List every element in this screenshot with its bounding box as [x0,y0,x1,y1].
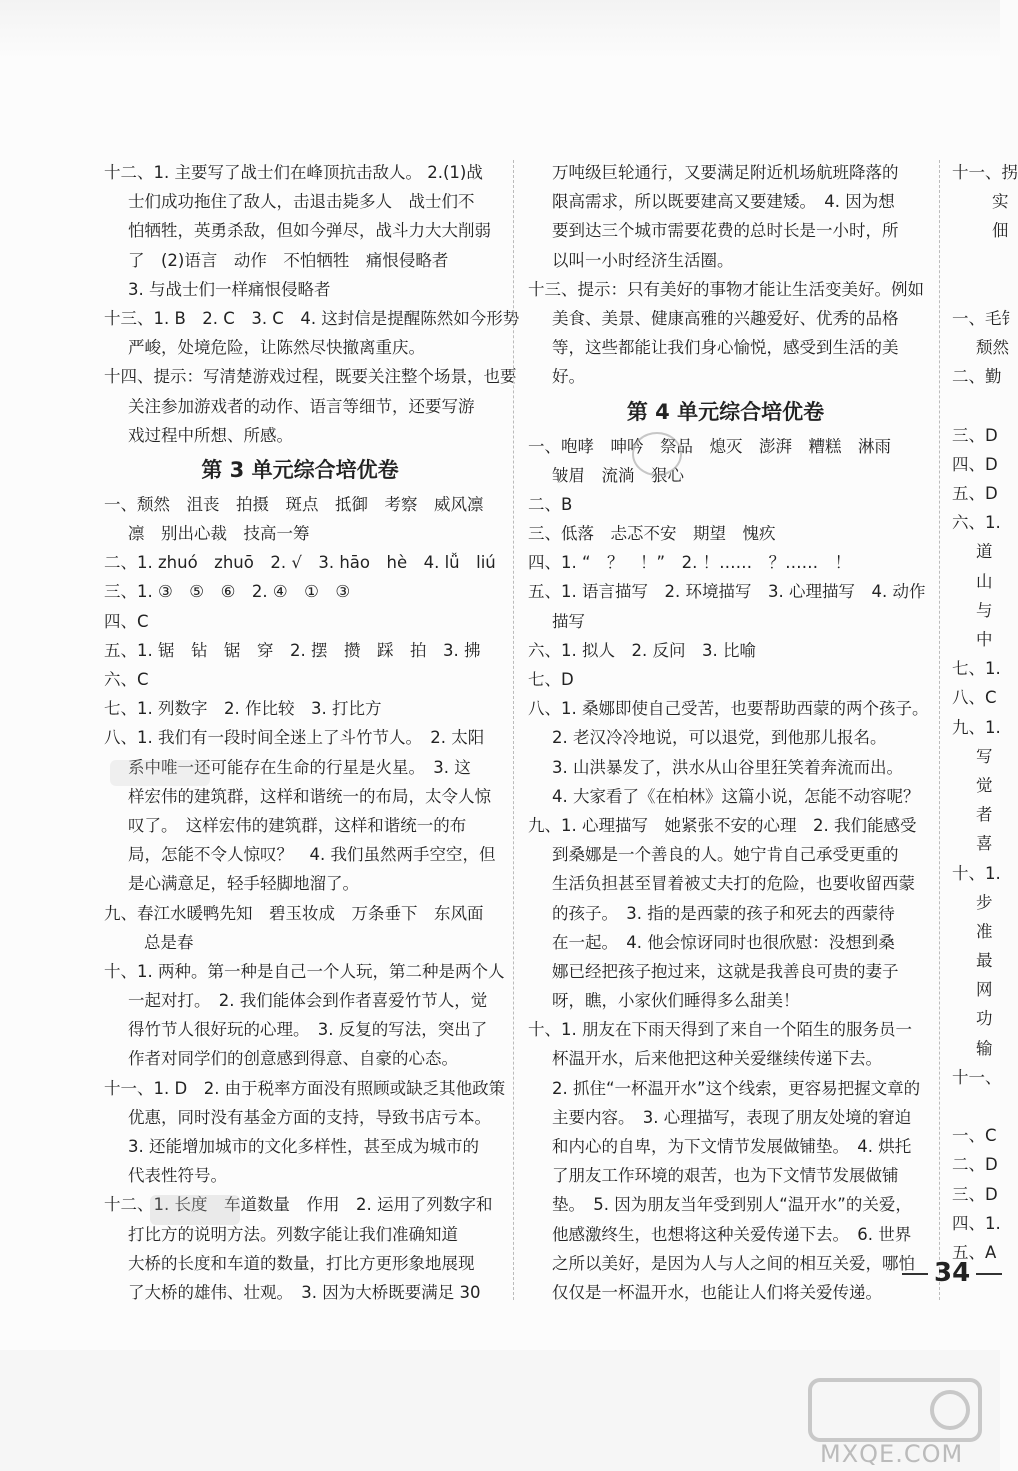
answer-line: 限高需求，所以既要建高又要建矮。 4. 因为想 [552,192,895,212]
answer-line: 二、1. zhuó zhuō 2. √ 3. hāo hè 4. lǚ liú [104,553,496,573]
answer-line: 六、C [104,670,149,689]
answer-line: 主要内容。 3. 心理描写，表现了朋友处境的窘迫 [552,1107,912,1127]
answer-line: 和内心的自卑，为下文情节发展做铺垫。 4. 烘托 [552,1137,912,1156]
answer-line: 等，这些都能让我们身心愉悦，感受到生活的美 [552,338,899,358]
answer-line: 十四、提示：写清楚游戏过程，既要关注整个场景，也要 [104,367,517,387]
answer-line: 严峻，处境危险，让陈然尽快撤离重庆。 [128,338,425,358]
answer-line: 者 [976,805,993,825]
answer-line: 十、1. 朋友在下雨天得到了来自一个陌生的服务员一 [528,1020,912,1040]
answer-line: 十一、拐 [952,163,1018,182]
answer-line: 二、勤 [952,367,1002,387]
answer-line: 打比方的说明方法。列数字能让我们准确知道 [128,1224,458,1244]
answer-line: 输 [976,1038,993,1058]
answer-line: 三、1. ③ ⑤ ⑥ 2. ④ ① ③ [104,582,351,602]
answer-line: 杯温开水，后来他把这种关爱继续传递下去。 [552,1049,882,1069]
answer-line: 优惠，同时没有基金方面的支持，导致书店亏本。 [128,1107,491,1127]
answer-line: 三、低落 忐忑不安 期望 愧疚 [528,524,776,544]
answer-line: 九、1. 心理描写 她紧张不安的心理 2. 我们能感受 [528,815,917,835]
answer-line: 八、1. 我们有一段时间全迷上了斗竹节人。 2. 太阳 [104,728,485,748]
answer-line: 与 [976,600,993,620]
answer-line [952,275,1012,304]
answer-line: 士们成功拖住了敌人，击退击毙多人 战士们不 [128,192,475,212]
answer-line: 以叫一小时经济生活圈。 [552,250,734,270]
answer-line: 美食、美景、健康高雅的兴趣爱好、优秀的品格 [552,308,899,328]
answer-line: 六、1. 拟人 2. 反问 3. 比喻 [528,640,756,660]
answer-line: 写 [976,746,993,766]
answer-line: 作者对同学们的创意感到得意、自豪的心态。 [128,1049,458,1069]
answer-line: 四、1. “ ？ ！” 2. ！…… ？…… ！ [528,553,852,573]
answer-line: 十三、1. B 2. C 3. C 4. 这封信是提醒陈然如今形势 [104,308,520,328]
answer-line: 五、D [952,484,998,504]
answer-line: 3. 与战士们一样痛恨侵略者 [128,279,331,299]
answer-line: 总是春 [144,932,194,952]
answer-line: 九、1. [952,717,1001,737]
answer-line [952,392,1012,421]
answer-column-right-cropped [952,158,1018,1267]
answer-line: 颓然 [976,338,1009,358]
answer-line: 2. 老汉冷冷地说，可以退党，到他那儿报名。 [552,728,887,748]
answer-line: 山 [976,571,993,591]
answer-line: 十一、1. D 2. 由于税率方面没有照顾或缺乏其他政策 [104,1078,506,1098]
answer-line: 五、1. 锯 钻 锯 穿 2. 摆 攒 踩 拍 3. 拂 [104,640,481,660]
answer-line: 中 [976,630,993,649]
answer-line: 系中唯一还可能存在生命的行星是火星。 3. 这 [128,757,471,777]
answer-line: 是心满意足，轻手轻脚地溜了。 [128,874,359,894]
page-number-dash-left [902,1273,928,1275]
answer-line: 得竹节人很好玩的心理。 3. 反复的写法，突出了 [128,1020,488,1040]
page-top-shadow [0,0,1000,60]
answer-line: 样宏伟的建筑群，这样和谐统一的布局，太令人惊 [128,786,491,806]
answer-line: 佃 [992,221,1009,241]
answer-line: 怕牺牲，英勇杀敌，但如今弹尽，战斗力大大削弱 [128,221,491,241]
answer-line: 一、C [952,1126,997,1146]
answer-line: 四、D [952,454,998,474]
answer-line: 一、毛钅 [952,308,1018,328]
answer-line: 娜已经把孩子抱过来，这就是我善良可贵的妻子 [552,961,899,981]
answer-line [952,246,1012,275]
answer-line: 3. 还能增加城市的文化多样性，甚至成为城市的 [128,1137,479,1156]
answer-line: 了大桥的雄伟、壮观。 3. 因为大桥既要满足 30 [128,1282,481,1302]
section-heading: 第 4 单元综合培优卷 [626,399,825,424]
answer-line: 六、1. [952,513,1001,533]
answer-line: 一起对打。 2. 我们能体会到作者喜爱竹节人，觉 [128,991,488,1011]
answer-line: 他感激终生，也想将这种关爱传递下去。 6. 世界 [552,1224,912,1244]
answer-line [952,1092,1012,1121]
answer-line: 2. 抓住“一杯温开水”这个线索，更容易把握文章的 [552,1078,921,1098]
page-number [896,1258,1008,1288]
answer-line: 十、1. [952,863,1001,883]
answer-line: 了 (2)语言 动作 不怕牺牲 痛恨侵略者 [128,250,449,270]
answer-line: 最 [976,951,993,971]
answer-line: 七、1. [952,659,1001,679]
answer-line: 3. 山洪暴发了，洪水从山谷里狂笑着奔流而出。 [552,757,903,777]
answer-line: 四、C [104,611,149,631]
answer-line: 4. 大家看了《在柏林》这篇小说，怎能不动容呢？ [552,786,920,806]
faded-smudge [150,1195,240,1225]
page-number-dash-right [976,1273,1002,1275]
answer-line: 关注参加游戏者的动作、语言等细节，还要写游 [128,396,475,416]
answer-line: 道 [976,542,993,562]
answer-line: 之所以美好，是因为人与人之间的相互关爱，哪怕 [552,1253,915,1273]
answer-line: 皱眉 流淌 狠心 [552,465,684,485]
answer-line: 一、咆哮 呻吟 祭品 熄灭 澎湃 糟糕 淋雨 [528,436,891,456]
answer-line: 叹了。 这样宏伟的建筑群，这样和谐统一的布 [128,815,467,835]
answer-line: 十一、 [952,1067,1002,1087]
answer-line: 好。 [552,367,585,387]
answer-line: 到桑娜是一个善良的人。她宁肯自己承受更重的 [552,845,899,865]
answer-line: 的孩子。 3. 指的是西蒙的孩子和死去的西蒙待 [552,903,895,923]
answer-line: 在一起。 4. 他会惊讶同时也很欣慰：没想到桑 [552,932,895,952]
answer-line: 七、D [528,670,574,689]
answer-line: 万吨级巨轮通行，又要满足附近机场航班降落的 [552,163,899,182]
answer-line: 凛 别出心裁 技高一筹 [128,524,310,544]
answer-line: 八、C [952,688,997,708]
ink-stamp-mark [632,432,682,476]
answer-column-middle [528,158,929,1307]
answer-line: 戏过程中所想、所感。 [128,425,293,445]
column-divider [513,160,514,1300]
answer-line: 五、A [952,1242,997,1262]
answer-line: 垫。 5. 因为朋友当年受到别人“温开水”的关爱， [552,1195,912,1215]
answer-line: 网 [976,980,993,1000]
column-divider [939,160,940,1300]
answer-line: 十二、1. 主要写了战士们在峰顶抗击敌人。 2.(1)战 [104,163,483,182]
answer-line: 三、D [952,1184,998,1204]
answer-line: 五、1. 语言描写 2. 环境描写 3. 心理描写 4. 动作 [528,582,926,602]
answer-line: 生活负担甚至冒着被丈夫打的危险，也要收留西蒙 [552,874,915,894]
answer-line: 八、1. 桑娜即使自己受苦，也要帮助西蒙的两个孩子。 [528,699,929,719]
answer-line: 喜 [976,834,993,854]
section-heading: 第 3 单元综合培优卷 [201,457,399,482]
answer-line: 大桥的长度和车道的数量，打比方更形象地展现 [128,1253,475,1273]
answer-line: 十二、1. 长度 车道数量 作用 2. 运用了列数字和 [104,1195,493,1215]
answer-column-left [104,158,520,1307]
answer-line: 觉 [976,775,993,795]
answer-line: 局，怎能不令人惊叹？ 4. 我们虽然两手空空，但 [128,845,496,865]
answer-line: 实 [992,192,1009,212]
faded-smudge [110,760,210,786]
answer-line: 要到达三个城市需要花费的总时长是一小时，所 [552,221,899,241]
page-number-text: 34 [934,1258,971,1288]
answer-line: 描写 [552,611,585,631]
answer-line: 步 [976,892,993,912]
answer-line: 十三、提示：只有美好的事物才能让生活变美好。例如 [528,279,924,299]
answer-line: 四、1. [952,1213,1001,1233]
answer-line: 仅仅是一杯温开水，也能让人们将关爱传递。 [552,1282,882,1302]
answer-line: 一、颓然 沮丧 拍摄 斑点 抵御 考察 威风凛 [104,494,484,514]
answer-line: 三、D [952,425,998,445]
answer-line: 二、B [528,494,573,514]
answer-line: 七、1. 列数字 2. 作比较 3. 打比方 [104,699,382,719]
answer-line: 了朋友工作环境的艰苦，也为下文情节发展做铺 [552,1166,899,1186]
answer-line: 呀，瞧，小家伙们睡得多么甜美！ [552,991,800,1011]
answer-line: 功 [976,1009,993,1029]
answer-line: 准 [976,921,993,941]
answer-line: 二、D [952,1155,998,1175]
watermark-text: MXQE.COM [820,1440,964,1468]
answer-line: 十、1. 两种。第一种是自己一个人玩，第二种是两个人 [104,961,505,981]
answer-line: 九、春江水暖鸭先知 碧玉妆成 万条垂下 东风面 [104,903,484,923]
answer-line: 代表性符号。 [128,1166,227,1186]
